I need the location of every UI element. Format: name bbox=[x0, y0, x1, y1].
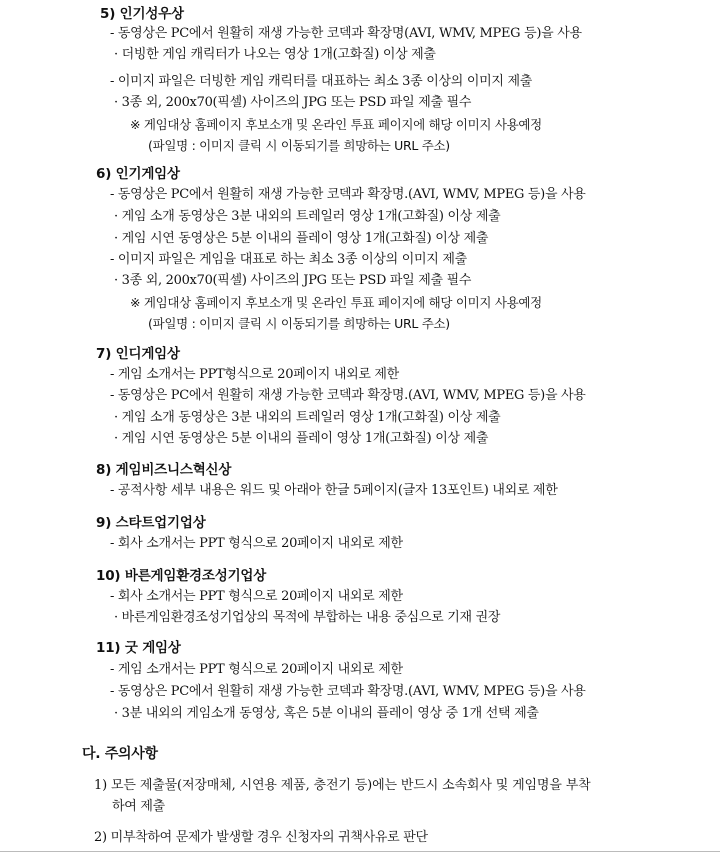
section-title: 5) 인기성우상 bbox=[100, 6, 184, 22]
dot-item: · 게임 시연 동영상은 5분 이내의 플레이 영상 1개(고화질) 이상 제출 bbox=[114, 431, 489, 446]
dot-item: · 게임 소개 동영상은 3분 내외의 트레일러 영상 1개(고화질) 이상 제출 bbox=[114, 410, 501, 425]
section-title: 10) 바른게임환경조성기업상 bbox=[96, 568, 267, 584]
dash-item: - 게임 소개서는 PPT 형식으로 20페이지 내외로 제한 bbox=[110, 662, 403, 677]
dash-item: - 동영상은 PC에서 원활히 재생 가능한 코덱과 확장명.(AVI, WMV, MPEG 등)을 사용 bbox=[110, 187, 586, 202]
dash-item: - 동영상은 PC에서 원활히 재생 가능한 코덱과 확장명(AVI, WMV, MPEG 등)을 사용 bbox=[110, 26, 582, 41]
dot-item: · 3종 외, 200x70(픽셀) 사이즈의 JPG 또는 PSD 파일 제출 필수 bbox=[114, 273, 472, 288]
section-title: 8) 게임비즈니스혁신상 bbox=[96, 462, 232, 478]
note-filename: (파일명 : 이미지 클릭 시 이동되기를 희망하는 URL 주소) bbox=[148, 316, 450, 331]
dot-item: · 3분 내외의 게임소개 동영상, 혹은 5분 이내의 플레이 영상 중 1개 선택 제출 bbox=[114, 706, 539, 721]
dot-item: · 더빙한 게임 캐릭터가 나오는 영상 1개(고화질) 이상 제출 bbox=[114, 47, 436, 62]
section-title: 7) 인디게임상 bbox=[96, 346, 180, 362]
caution-item: 2) 미부착하여 문제가 발생할 경우 신청자의 귀책사유로 판단 bbox=[94, 830, 428, 845]
dot-item: · 3종 외, 200x70(픽셀) 사이즈의 JPG 또는 PSD 파일 제출 필수 bbox=[114, 95, 472, 110]
dot-item: · 게임 소개 동영상은 3분 내외의 트레일러 영상 1개(고화질) 이상 제출 bbox=[114, 209, 501, 224]
caution-item: 1) 모든 제출물(저장매체, 시연용 제품, 충전기 등)에는 반드시 소속회사 및 게임명을 부착 bbox=[94, 778, 591, 793]
dash-item: - 이미지 파일은 더빙한 게임 캐릭터를 대표하는 최소 3종 이상의 이미지 제출 bbox=[110, 74, 532, 89]
dash-item: - 이미지 파일은 게임을 대표로 하는 최소 3종 이상의 이미지 제출 bbox=[110, 252, 467, 267]
cautions-title: 다. 주의사항 bbox=[82, 746, 158, 762]
dot-item: · 바른게임환경조성기업상의 목적에 부합하는 내용 중심으로 기재 권장 bbox=[114, 610, 501, 625]
dash-item: - 동영상은 PC에서 원활히 재생 가능한 코덱과 확장명.(AVI, WMV, MPEG 등)을 사용 bbox=[110, 388, 586, 403]
dash-item: - 회사 소개서는 PPT 형식으로 20페이지 내외로 제한 bbox=[110, 536, 403, 551]
dash-item: - 회사 소개서는 PPT 형식으로 20페이지 내외로 제한 bbox=[110, 589, 403, 604]
dash-item: - 공적사항 세부 내용은 워드 및 아래아 한글 5페이지(글자 13포인트) 내외로 제한 bbox=[110, 483, 558, 498]
dash-item: - 게임 소개서는 PPT형식으로 20페이지 내외로 제한 bbox=[110, 367, 399, 382]
dot-item: · 게임 시연 동영상은 5분 이내의 플레이 영상 1개(고화질) 이상 제출 bbox=[114, 231, 489, 246]
note-item: ※ 게임대상 홈페이지 후보소개 및 온라인 투표 페이지에 해당 이미지 사용예정 bbox=[130, 295, 542, 310]
dash-item: - 동영상은 PC에서 원활히 재생 가능한 코덱과 확장명.(AVI, WMV, MPEG 등)을 사용 bbox=[110, 684, 586, 699]
section-title: 9) 스타트업기업상 bbox=[96, 515, 206, 531]
section-title: 11) 굿 게임상 bbox=[96, 640, 181, 656]
note-item: ※ 게임대상 홈페이지 후보소개 및 온라인 투표 페이지에 해당 이미지 사용예정 bbox=[130, 117, 542, 132]
caution-item-continued: 하여 제출 bbox=[112, 799, 165, 814]
section-title: 6) 인기게임상 bbox=[96, 166, 180, 182]
note-filename: (파일명 : 이미지 클릭 시 이동되기를 희망하는 URL 주소) bbox=[148, 138, 450, 153]
